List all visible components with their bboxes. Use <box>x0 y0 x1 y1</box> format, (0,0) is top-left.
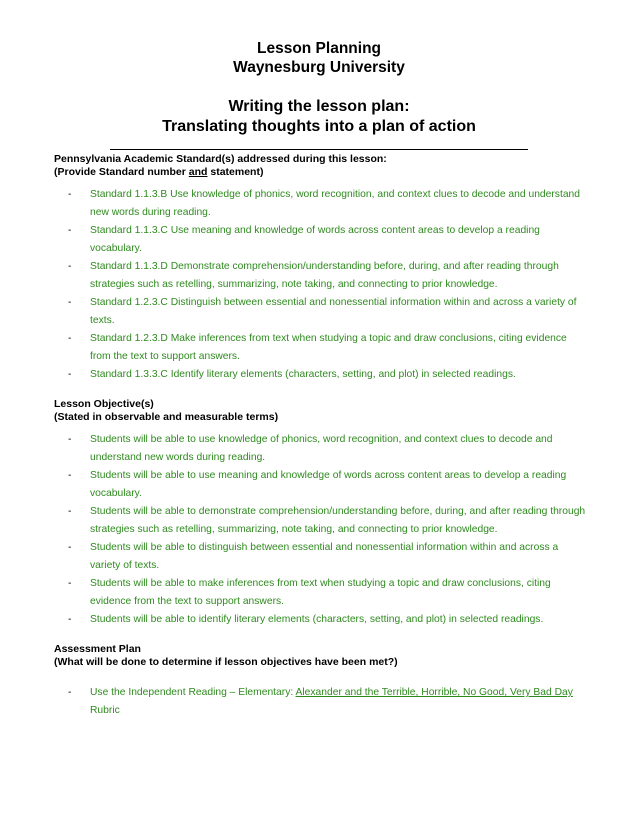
objectives-heading <box>54 398 278 424</box>
assessment-item-text: Use the Independent Reading – Elementary: Alexander and the Terrible, Horrible, No Good, Very Bad Day Rubric <box>90 687 573 716</box>
list-item-text: Students will be able to use knowledge of phonics, word recognition, and context clues to decode and understand new words during reading. <box>90 434 553 463</box>
assessment-subheading: (What will be done to determine if lesson objectives have been met?) <box>54 656 398 668</box>
subtitle-line-translating: Translating thoughts into a plan of action <box>162 118 476 135</box>
objectives-list <box>68 431 588 629</box>
standards-heading-text: Pennsylvania Academic Standard(s) addressed during this lesson: <box>54 153 387 165</box>
document-subtitle <box>0 97 638 137</box>
dash-bullet: - <box>68 189 72 200</box>
dash-bullet: - <box>68 333 72 344</box>
underlined-and: and <box>188 166 208 178</box>
list-item-text: Standard 1.1.3.D Demonstrate comprehension/understanding before, during, and after reading through strategies such as retelling, summarizing, note taking, and connecting to prior knowledge. <box>90 261 559 290</box>
dash-bullet: - <box>68 225 72 236</box>
dash-bullet: - <box>68 578 72 589</box>
list-item-text: Standard 1.2.3.C Distinguish between essential and nonessential information within and across a variety of texts. <box>90 297 577 326</box>
dash-bullet: - <box>68 369 72 380</box>
standards-list <box>68 186 588 384</box>
list-item <box>68 366 588 384</box>
assessment-list <box>68 684 588 720</box>
list-item <box>68 503 588 539</box>
document-title <box>0 39 638 77</box>
horizontal-rule <box>110 149 528 150</box>
rubric-title-link[interactable]: Alexander and the Terrible, Horrible, No Good, Very Bad Day <box>295 687 573 698</box>
dash-bullet: - <box>68 506 72 517</box>
list-item <box>68 258 588 294</box>
dash-bullet: - <box>68 297 72 308</box>
assessment-heading-text: Assessment Plan <box>54 643 141 655</box>
list-item-text: Standard 1.1.3.C Use meaning and knowledge of words across content areas to develop a reading vocabulary. <box>90 225 540 254</box>
dash-bullet: - <box>68 542 72 553</box>
list-item-text: Students will be able to demonstrate comprehension/understanding before, during, and after reading through strategies such as retelling, summarizing, note taking, and connecting to prior knowledge. <box>90 506 586 535</box>
objectives-subheading: (Stated in observable and measurable terms) <box>54 411 279 423</box>
dash-bullet: - <box>68 470 72 481</box>
list-item <box>68 222 588 258</box>
list-item-text: Standard 1.1.3.B Use knowledge of phonics, word recognition, and context clues to decode and understand new words during reading. <box>90 189 580 218</box>
list-item-text: Students will be able to make inferences from text when studying a topic and draw conclusions, citing evidence from the text to support answers. <box>90 578 551 607</box>
list-item <box>68 467 588 503</box>
list-item <box>68 611 588 629</box>
list-item <box>68 684 588 720</box>
list-item <box>68 186 588 222</box>
subtitle-line-writing: Writing the lesson plan: <box>228 98 410 115</box>
list-item <box>68 539 588 575</box>
list-item-text: Standard 1.3.3.C Identify literary elements (characters, setting, and plot) in selected readings. <box>90 369 516 380</box>
standards-heading <box>54 153 387 179</box>
list-item <box>68 431 588 467</box>
list-item <box>68 575 588 611</box>
list-item-text: Students will be able to identify literary elements (characters, setting, and plot) in selected readings. <box>90 614 544 625</box>
objectives-heading-text: Lesson Objective(s) <box>54 398 154 410</box>
dash-bullet: - <box>68 614 72 625</box>
list-item <box>68 294 588 330</box>
list-item-text: Students will be able to use meaning and knowledge of words across content areas to develop a reading vocabulary. <box>90 470 567 499</box>
assessment-heading <box>54 643 398 669</box>
dash-bullet: - <box>68 687 72 698</box>
dash-bullet: - <box>68 434 72 445</box>
title-line-lesson-planning: Lesson Planning <box>256 40 381 57</box>
standards-subheading: (Provide Standard number and statement) <box>54 166 264 178</box>
list-item <box>68 330 588 366</box>
list-item-text: Students will be able to distinguish between essential and nonessential information within and across a variety of texts. <box>90 542 559 571</box>
title-line-university: Waynesburg University <box>233 59 405 76</box>
list-item-text: Standard 1.2.3.D Make inferences from text when studying a topic and draw conclusions, citing evidence from the text to support answers. <box>90 333 567 362</box>
dash-bullet: - <box>68 261 72 272</box>
